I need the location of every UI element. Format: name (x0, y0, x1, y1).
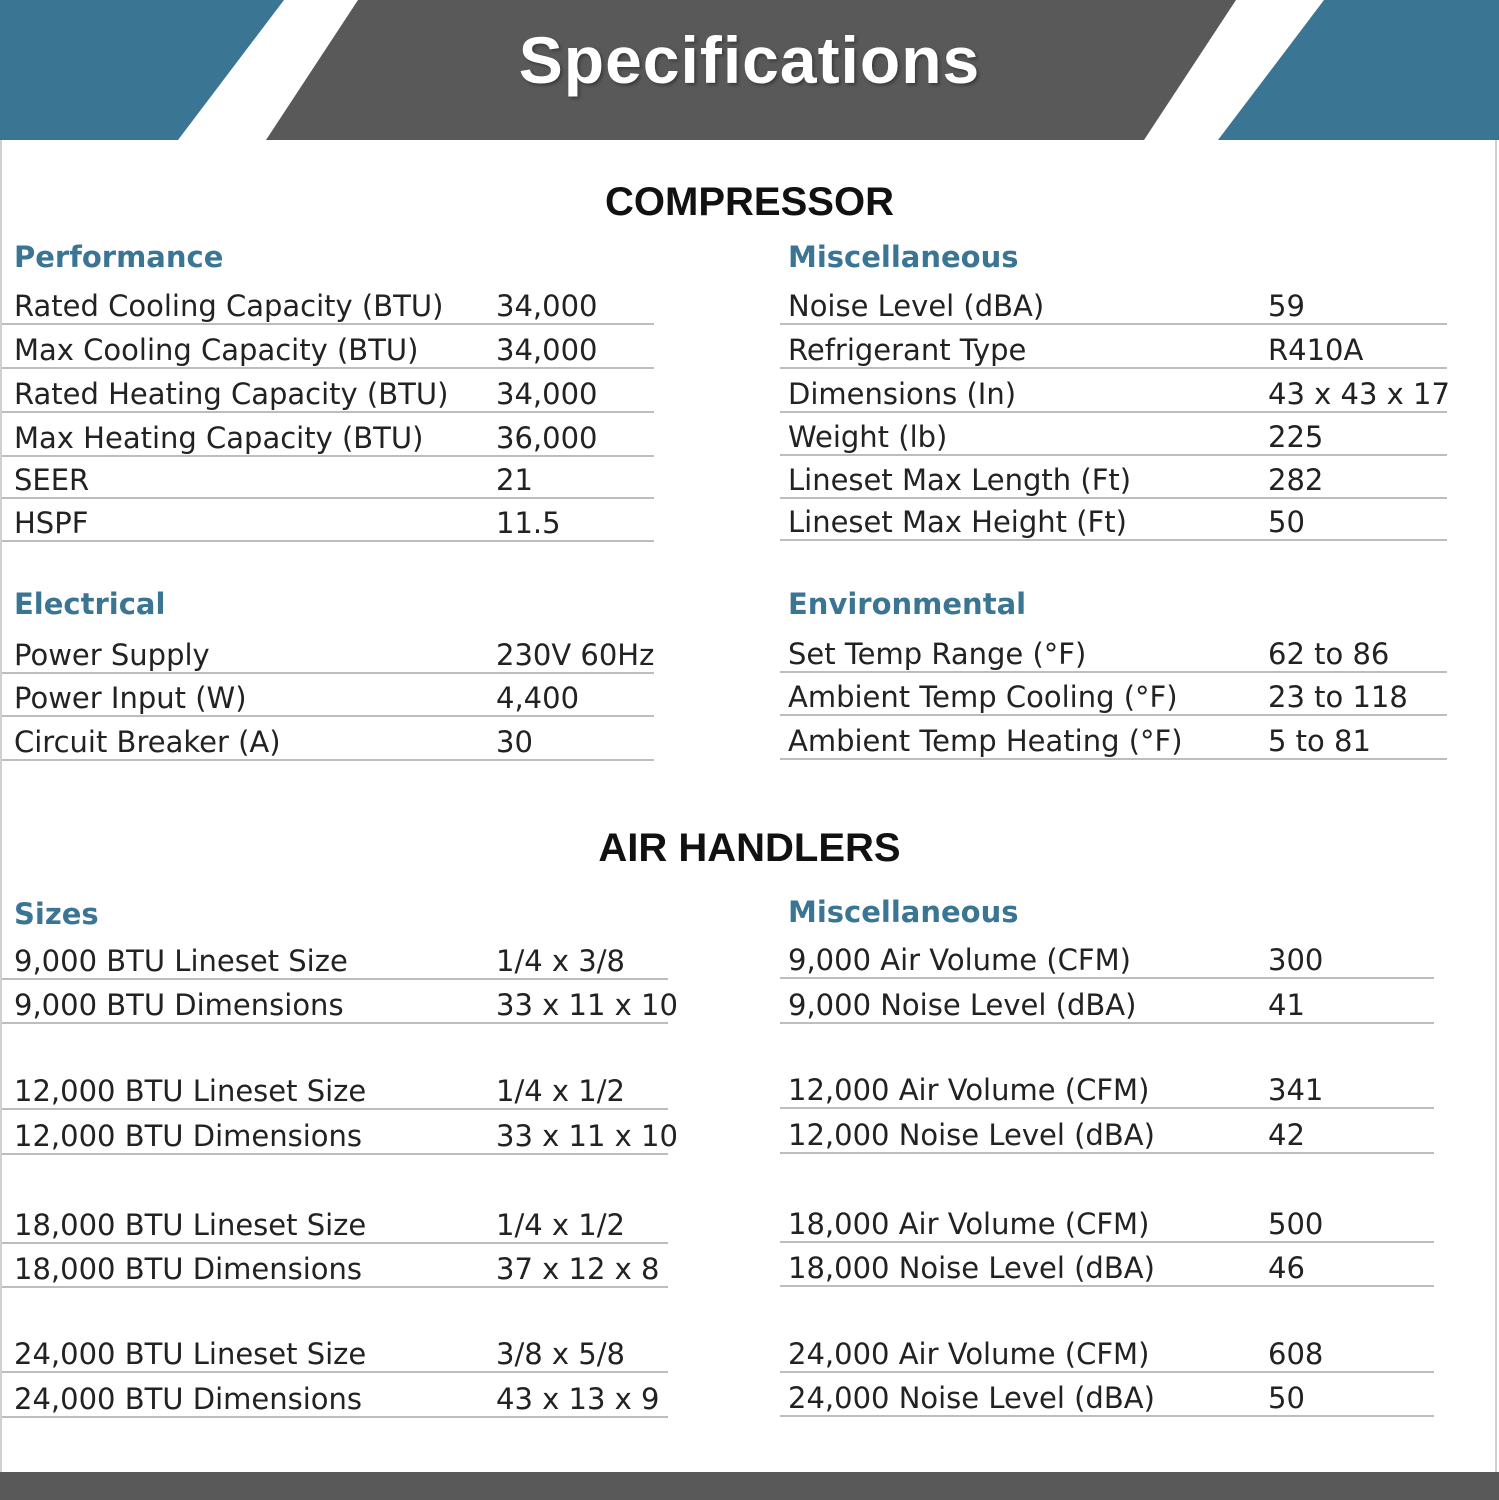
table-row (2, 1374, 668, 1418)
table-row (780, 325, 1447, 369)
sizes-heading: Sizes (14, 897, 99, 931)
row-label: Ambient Temp Cooling (°F) (788, 680, 1178, 714)
row-label: 24,000 Air Volume (CFM) (788, 1337, 1150, 1371)
row-value: 23 to 118 (1268, 680, 1408, 714)
table-row (2, 281, 654, 325)
row-value: 34,000 (496, 333, 598, 367)
row-value: 41 (1268, 988, 1305, 1022)
row-label: Power Input (W) (14, 681, 247, 715)
row-value: 34,000 (496, 377, 598, 411)
table-row (2, 455, 654, 499)
table-row (2, 630, 654, 674)
table-row (780, 629, 1447, 673)
table-row (2, 325, 654, 369)
table-row (2, 1111, 678, 1155)
table-row (780, 369, 1450, 413)
row-value: 33 x 11 x 10 (496, 1119, 678, 1153)
table-row (780, 497, 1447, 541)
row-label: Weight (lb) (788, 420, 948, 454)
row-value: 42 (1268, 1118, 1305, 1152)
compressor-section-title: COMPRESSOR (605, 180, 894, 224)
row-label: Rated Heating Capacity (BTU) (14, 377, 449, 411)
electrical-heading: Electrical (14, 587, 166, 621)
row-value: 37 x 12 x 8 (496, 1252, 660, 1286)
row-label: Ambient Temp Heating (°F) (788, 724, 1183, 758)
table-row (780, 455, 1447, 499)
header-banner (0, 0, 1499, 140)
footer-bar (0, 1472, 1499, 1500)
table-row (2, 980, 678, 1024)
row-value: 62 to 86 (1268, 637, 1390, 671)
row-value: 43 x 13 x 9 (496, 1382, 660, 1416)
row-label: Circuit Breaker (A) (14, 725, 281, 759)
compressor-misc-heading: Miscellaneous (788, 240, 1019, 274)
row-value: 33 x 11 x 10 (496, 988, 678, 1022)
row-value: 46 (1268, 1251, 1305, 1285)
row-label: 24,000 BTU Lineset Size (14, 1337, 367, 1371)
row-label: 12,000 BTU Dimensions (14, 1119, 362, 1153)
table-row (780, 716, 1447, 760)
table-row (2, 369, 654, 413)
row-value: 3/8 x 5/8 (496, 1337, 625, 1371)
table-row (780, 980, 1434, 1024)
row-label: 9,000 Noise Level (dBA) (788, 988, 1137, 1022)
table-row (780, 281, 1447, 325)
row-label: 9,000 BTU Dimensions (14, 988, 344, 1022)
row-value: 300 (1268, 943, 1324, 977)
row-value: 30 (496, 725, 533, 759)
row-value: 59 (1268, 289, 1305, 323)
row-label: 24,000 BTU Dimensions (14, 1382, 362, 1416)
row-label: 18,000 Air Volume (CFM) (788, 1207, 1150, 1241)
table-row (2, 1200, 668, 1244)
performance-heading: Performance (14, 240, 224, 274)
table-row (2, 1244, 668, 1288)
table-row (780, 412, 1447, 456)
row-label: 18,000 BTU Dimensions (14, 1252, 362, 1286)
row-label: Max Heating Capacity (BTU) (14, 421, 424, 455)
table-row (2, 673, 654, 717)
row-label: Lineset Max Height (Ft) (788, 505, 1127, 539)
row-value: 34,000 (496, 289, 598, 323)
air-handler-misc-heading: Miscellaneous (788, 895, 1019, 929)
row-value: 608 (1268, 1337, 1324, 1371)
row-label: Set Temp Range (°F) (788, 637, 1087, 671)
table-row (2, 1329, 668, 1373)
row-value: 43 x 43 x 17 (1268, 377, 1450, 411)
page-title: Specifications (518, 23, 981, 97)
row-label: Dimensions (In) (788, 377, 1017, 411)
row-value: R410A (1268, 333, 1364, 367)
row-value: 225 (1268, 420, 1324, 454)
table-row (2, 936, 668, 980)
row-label: 9,000 BTU Lineset Size (14, 944, 348, 978)
row-label: SEER (14, 463, 90, 497)
table-row (780, 1110, 1434, 1154)
table-row (780, 1329, 1434, 1373)
row-value: 230V 60Hz (496, 638, 655, 672)
table-row (780, 935, 1434, 979)
table-row (780, 1199, 1434, 1243)
environmental-heading: Environmental (788, 587, 1027, 621)
row-value: 1/4 x 3/8 (496, 944, 625, 978)
table-row (780, 672, 1447, 716)
row-label: Power Supply (14, 638, 210, 672)
row-value: 50 (1268, 1381, 1305, 1415)
row-label: Noise Level (dBA) (788, 289, 1045, 323)
row-value: 4,400 (496, 681, 580, 715)
row-value: 1/4 x 1/2 (496, 1074, 625, 1108)
row-label: 12,000 Air Volume (CFM) (788, 1073, 1150, 1107)
row-label: 18,000 Noise Level (dBA) (788, 1251, 1155, 1285)
row-value: 282 (1268, 463, 1324, 497)
table-row (780, 1243, 1434, 1287)
table-row (2, 498, 654, 542)
row-label: 12,000 BTU Lineset Size (14, 1074, 367, 1108)
row-value: 11.5 (496, 506, 561, 540)
row-value: 21 (496, 463, 533, 497)
row-label: Refrigerant Type (788, 333, 1027, 367)
table-row (780, 1373, 1434, 1417)
row-value: 341 (1268, 1073, 1324, 1107)
row-value: 1/4 x 1/2 (496, 1208, 625, 1242)
air-handlers-section-title: AIR HANDLERS (598, 826, 901, 870)
row-value: 5 to 81 (1268, 724, 1371, 758)
row-label: Rated Cooling Capacity (BTU) (14, 289, 444, 323)
row-label: 18,000 BTU Lineset Size (14, 1208, 367, 1242)
row-value: 36,000 (496, 421, 598, 455)
row-label: Lineset Max Length (Ft) (788, 463, 1132, 497)
row-label: 12,000 Noise Level (dBA) (788, 1118, 1155, 1152)
row-label: Max Cooling Capacity (BTU) (14, 333, 419, 367)
table-row (2, 717, 654, 761)
table-row (2, 1066, 668, 1110)
table-row (2, 413, 654, 457)
row-label: 24,000 Noise Level (dBA) (788, 1381, 1155, 1415)
row-value: 500 (1268, 1207, 1324, 1241)
row-value: 50 (1268, 505, 1305, 539)
table-row (780, 1065, 1434, 1109)
row-label: HSPF (14, 506, 89, 540)
row-label: 9,000 Air Volume (CFM) (788, 943, 1131, 977)
